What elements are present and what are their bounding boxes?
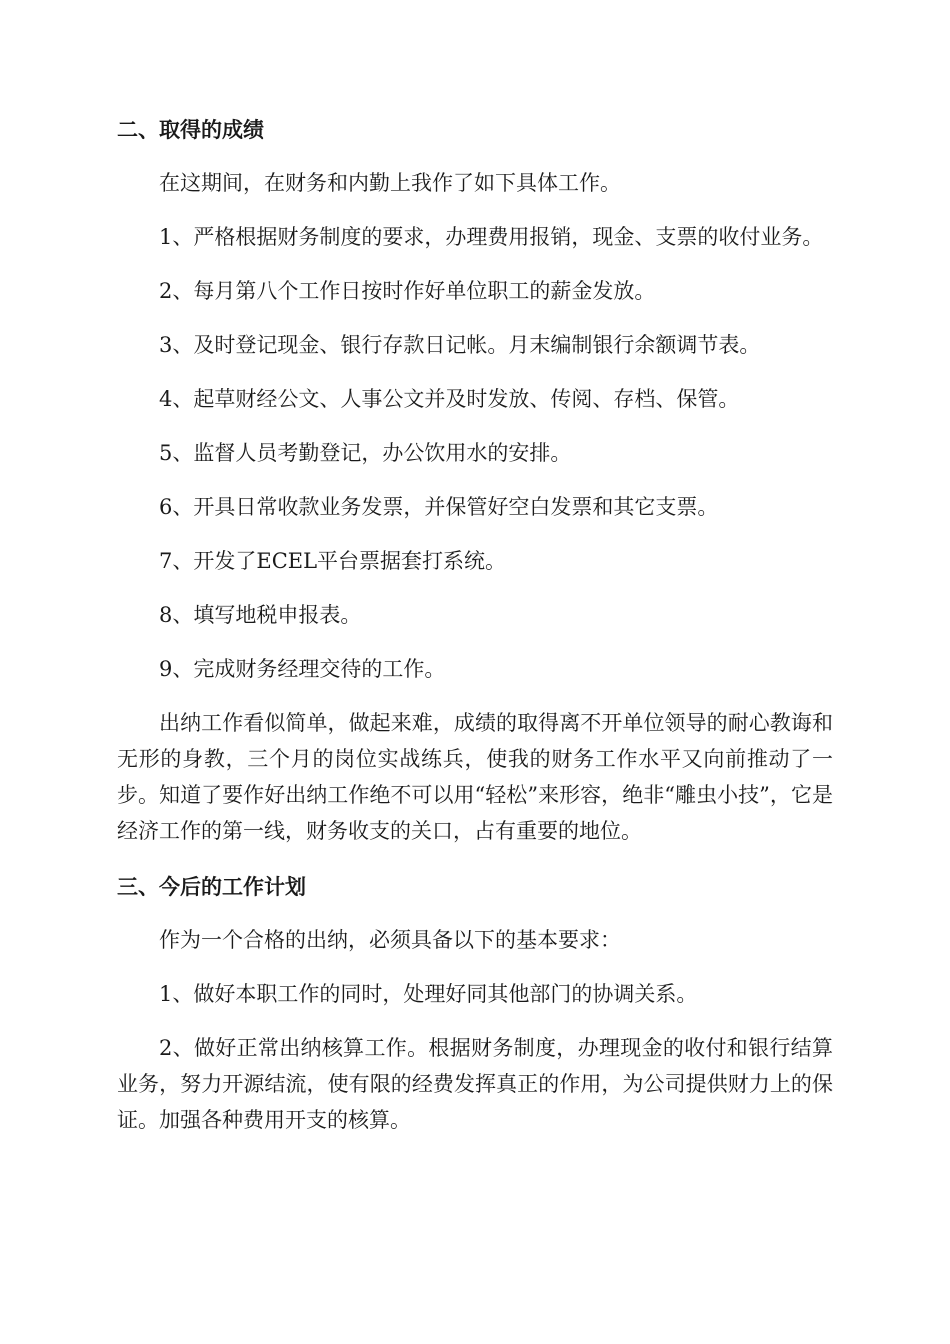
- paragraph: 4、起草财经公文、人事公文并及时发放、传阅、存档、保管。: [159, 387, 740, 411]
- paragraph: 5、监督人员考勤登记，办公饮用水的安排。: [159, 441, 572, 465]
- paragraph: 3、及时登记现金、银行存款日记帐。月末编制银行余额调节表。: [159, 333, 761, 357]
- document-page: [117, 110, 833, 1156]
- paragraph: 6、开具日常收款业务发票，并保管好空白发票和其它支票。: [159, 495, 719, 519]
- paragraph: 作为一个合格的出纳，必须具备以下的基本要求：: [159, 928, 621, 952]
- paragraph: 2、做好正常出纳核算工作。根据财务制度，办理现金的收付和银行结算业务，努力开源结流，使有限的经费发挥真正的作用，为公司提供财力上的保证。加强各种费用开支的核算。: [117, 1036, 833, 1132]
- paragraph: 1、严格根据财务制度的要求，办理费用报销，现金、支票的收付业务。: [159, 225, 824, 249]
- paragraph: 9、完成财务经理交待的工作。: [159, 657, 446, 681]
- paragraph: 出纳工作看似简单，做起来难，成绩的取得离不开单位领导的耐心教诲和无形的身教，三个月的岗位实战练兵，使我的财务工作水平又向前推动了一步。知道了要作好出纳工作绝不可以用“轻松”来形容，绝非“雕虫小技”，它是经济工作的第一线，财务收支的关口，占有重要的地位。: [117, 711, 833, 843]
- paragraph: 8、填写地税申报表。: [159, 603, 362, 627]
- section-heading: 三、今后的工作计划: [117, 875, 306, 899]
- section-heading: 二、取得的成绩: [117, 118, 264, 142]
- paragraph: 1、做好本职工作的同时，处理好同其他部门的协调关系。: [159, 982, 698, 1006]
- paragraph: 7、开发了ECEL平台票据套打系统。: [159, 549, 507, 573]
- paragraph: 在这期间，在财务和内勤上我作了如下具体工作。: [159, 171, 621, 195]
- paragraph: 2、每月第八个工作日按时作好单位职工的薪金发放。: [159, 279, 656, 303]
